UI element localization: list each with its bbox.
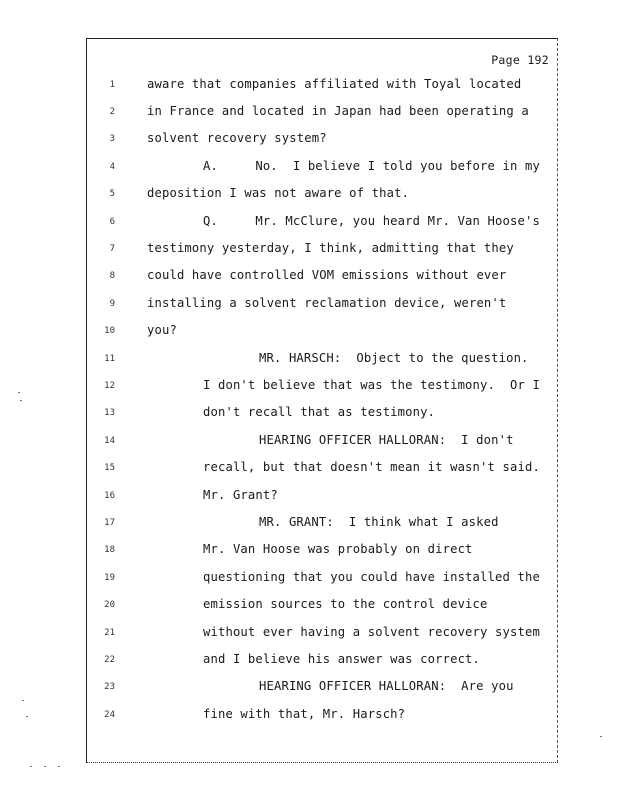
line-text: aware that companies affiliated with Toyal located [147, 77, 522, 91]
line-text: deposition I was not aware of that. [147, 186, 410, 200]
transcript-line [87, 679, 557, 697]
line-number: 23 [104, 682, 115, 692]
line-number: 1 [109, 80, 115, 90]
line-number: 21 [104, 628, 115, 638]
line-number: 17 [104, 518, 115, 528]
transcript-line [87, 707, 557, 725]
line-number: 22 [104, 655, 115, 665]
line-number: 19 [104, 573, 115, 583]
line-text: MR. HARSCH: Object to the question. [259, 351, 529, 365]
line-text: without ever having a solvent recovery system [203, 625, 540, 639]
line-number: 5 [109, 189, 115, 199]
transcript-line [87, 351, 557, 369]
line-text: HEARING OFFICER HALLORAN: Are you [259, 679, 514, 693]
transcript-line [87, 186, 557, 204]
line-text: A. No. I believe I told you before in my [203, 159, 540, 173]
line-number: 4 [109, 162, 115, 172]
line-number: 14 [104, 436, 115, 446]
transcript-line [87, 296, 557, 314]
transcript-line [87, 77, 557, 95]
line-text: Q. Mr. McClure, you heard Mr. Van Hoose's [203, 214, 540, 228]
transcript-line [87, 460, 557, 478]
line-number: 20 [104, 600, 115, 610]
line-text: installing a solvent reclamation device, weren't [147, 296, 507, 310]
transcript-line [87, 241, 557, 259]
line-text: MR. GRANT: I think what I asked [259, 515, 499, 529]
scan-speck [600, 736, 602, 737]
line-number: 6 [109, 217, 115, 227]
transcript-line [87, 570, 557, 588]
line-text: could have controlled VOM emissions without ever [147, 268, 507, 282]
transcript-line [87, 378, 557, 396]
line-number: 3 [109, 134, 115, 144]
page-number: Page 192 [491, 53, 549, 67]
transcript-line [87, 488, 557, 506]
line-number: 13 [104, 408, 115, 418]
line-text: in France and located in Japan had been operating a [147, 104, 529, 118]
scan-speck [58, 766, 60, 767]
line-text: testimony yesterday, I think, admitting that they [147, 241, 514, 255]
scan-speck [44, 766, 46, 767]
line-text: solvent recovery system? [147, 131, 327, 145]
line-number: 10 [104, 326, 115, 336]
line-text: you? [147, 323, 177, 337]
transcript-line [87, 268, 557, 286]
line-number: 8 [109, 271, 115, 281]
line-number: 24 [104, 710, 115, 720]
line-text: fine with that, Mr. Harsch? [203, 707, 406, 721]
scan-speck [18, 392, 20, 393]
line-text: Mr. Van Hoose was probably on direct [203, 542, 473, 556]
line-text: Mr. Grant? [203, 488, 278, 502]
line-text: questioning that you could have installed the [203, 570, 540, 584]
line-number: 16 [104, 491, 115, 501]
line-number: 12 [104, 381, 115, 391]
bottom-rule [86, 762, 558, 763]
line-text: I don't believe that was the testimony. Or I [203, 378, 540, 392]
scan-speck [22, 700, 24, 701]
transcript-line [87, 131, 557, 149]
transcript-line [87, 515, 557, 533]
line-number: 2 [109, 107, 115, 117]
line-text: and I believe his answer was correct. [203, 652, 481, 666]
transcript-line [87, 104, 557, 122]
transcript-line [87, 323, 557, 341]
line-text: recall, but that doesn't mean it wasn't said. [203, 460, 540, 474]
transcript-page [86, 38, 558, 763]
transcript-line [87, 159, 557, 177]
transcript-line [87, 433, 557, 451]
scan-speck [20, 400, 22, 401]
line-text: don't recall that as testimony. [203, 405, 436, 419]
transcript-line [87, 625, 557, 643]
line-number: 7 [109, 244, 115, 254]
line-text: HEARING OFFICER HALLORAN: I don't [259, 433, 514, 447]
line-number: 15 [104, 463, 115, 473]
scan-speck [30, 766, 32, 767]
transcript-line [87, 597, 557, 615]
line-number: 9 [109, 299, 115, 309]
transcript-line [87, 542, 557, 560]
transcript-line [87, 405, 557, 423]
transcript-line [87, 652, 557, 670]
line-text: emission sources to the control device [203, 597, 488, 611]
scan-speck [26, 716, 28, 717]
line-number: 11 [104, 354, 115, 364]
line-number: 18 [104, 545, 115, 555]
transcript-line [87, 214, 557, 232]
